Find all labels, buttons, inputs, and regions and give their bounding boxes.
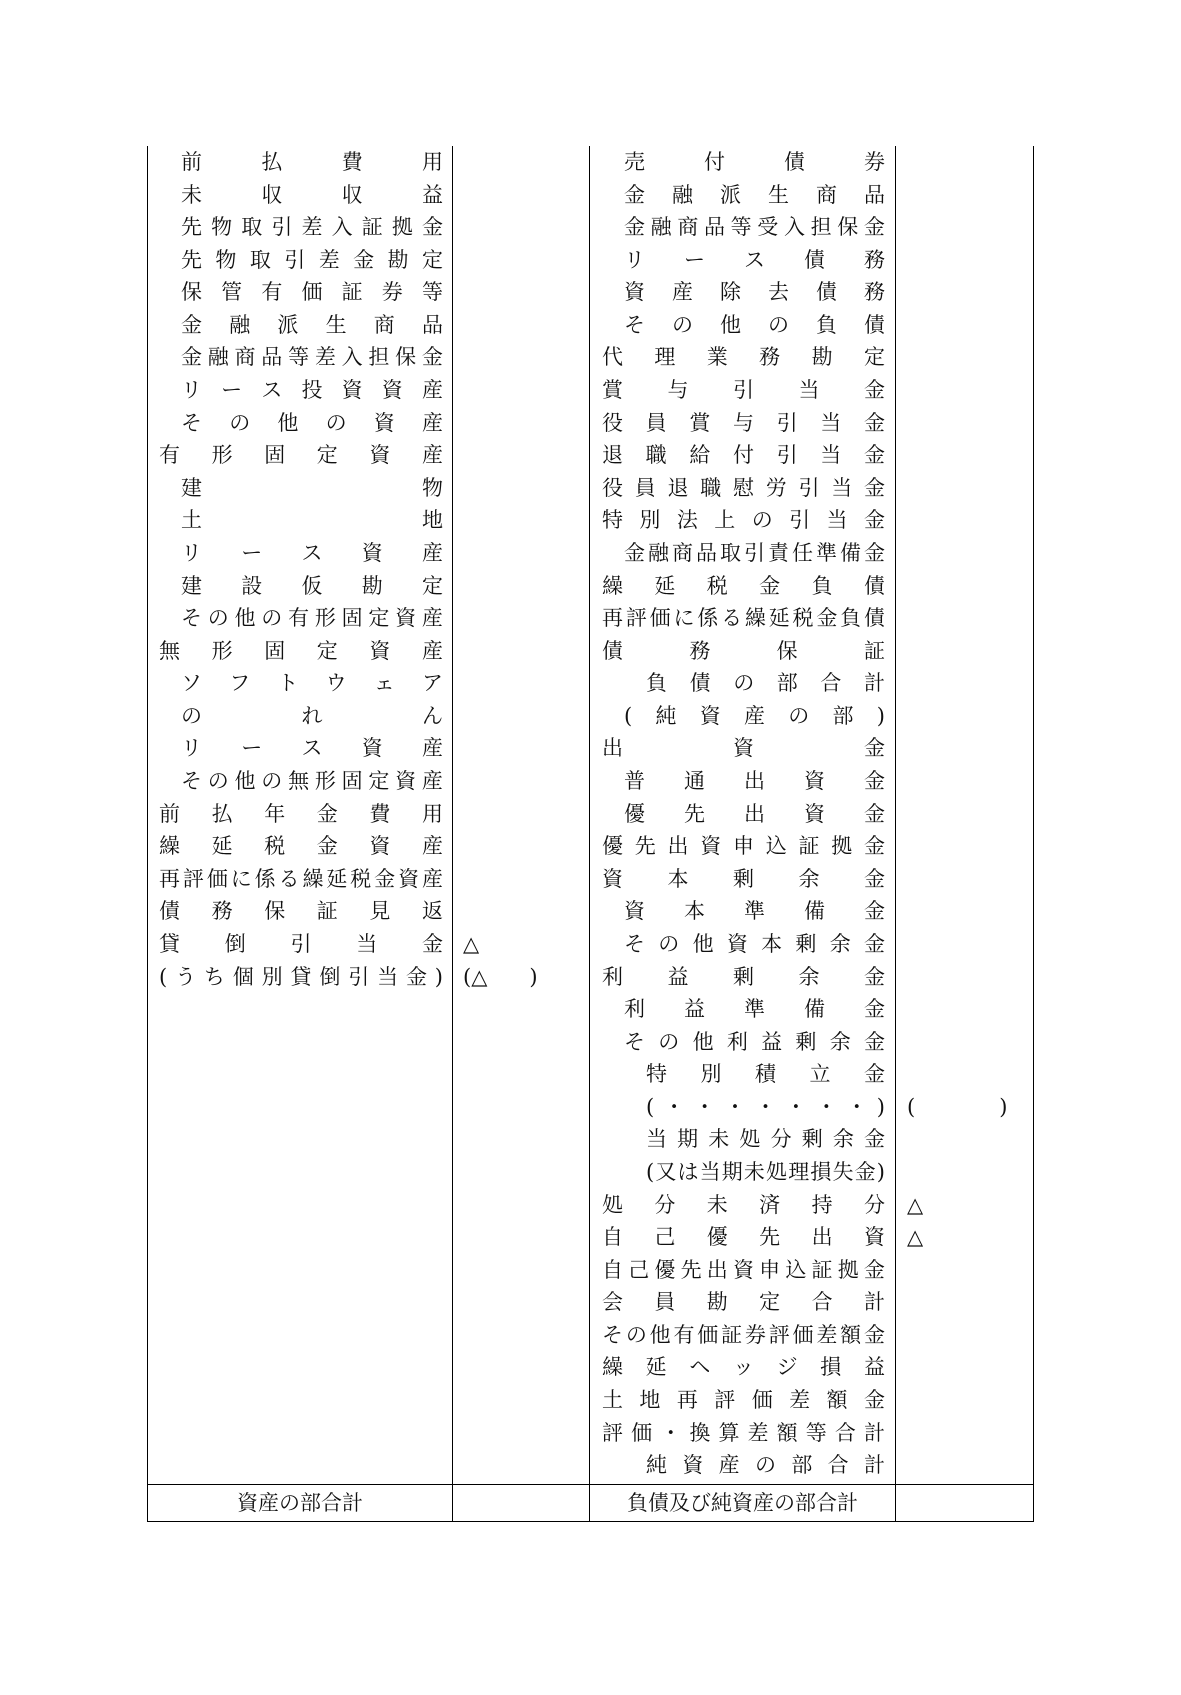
liability-row-4: 資 産 除 去 債 務 [624,280,885,305]
asset-row-11: 土 地 [181,508,443,533]
asset-row-9: 有 形 固 定 資 産 [159,443,443,468]
asset-row-13: 建 設 仮 勘 定 [181,573,443,598]
liability-row-29: ( ・ ・ ・ ・ ・ ・ ・ ) [646,1094,885,1119]
table-column-divider-1 [452,146,453,1522]
liability-row-23: 資 本 準 備 金 [624,899,885,924]
liability-row-12: 金 融 商 品 取 引 責 任 準 備 金 [624,540,885,565]
liability-row-15: 債 務 保 証 [602,638,885,663]
asset-row-4: 保 管 有 価 証 券 等 [181,280,443,305]
asset-row-24: 貸 倒 引 当 金 [159,931,443,956]
asset-row-1: 未 収 収 益 [181,182,443,207]
liability-row-25: 利 益 剰 余 金 [602,964,885,989]
liability-row-10: 役 員 退 職 慰 労 引 当 金 [602,475,885,500]
liability-row-37: 繰 延 ヘ ッ ジ 損 益 [602,1355,885,1380]
table-border-bottom [147,1521,1034,1522]
liability-row-22: 資 本 剰 余 金 [602,866,885,891]
liability-row-34: 自 己 優 先 出 資 申 込 証 拠 金 [602,1257,885,1282]
asset-row-20: 前 払 年 金 費 用 [159,801,443,826]
asset-row-16: ソ フ ト ウ ェ ア [181,671,443,696]
asset-row-5: 金 融 派 生 商 品 [181,312,443,337]
liability-row-11: 特 別 法 上 の 引 当 金 [602,508,885,533]
table-border-right [1033,146,1034,1522]
asset-row-12: リ ー ス 資 産 [181,540,443,565]
liability-row-0: 売 付 債 券 [624,150,885,174]
liability-row-17: ( 純 資 産 の 部 ) [624,703,885,728]
asset-row-23: 債 務 保 証 見 返 [159,899,443,924]
asset-row-18: リ ー ス 資 産 [181,736,443,761]
liability-row-1: 金 融 派 生 商 品 [624,182,885,207]
asset-row-3: 先 物 取 引 差 金 勘 定 [181,247,443,272]
liability-row-18: 出 資 金 [602,736,885,761]
liability-row-26: 利 益 準 備 金 [624,997,885,1022]
asset-row-19: そ の 他 の 無 形 固 定 資 産 [181,769,443,794]
liability-row-20: 優 先 出 資 金 [624,801,885,826]
liability-row-36: そ の 他 有 価 証 券 評 価 差 額 金 [602,1322,885,1347]
asset-row-15: 無 形 固 定 資 産 [159,638,443,663]
liability-row-31: ( 又 は 当 期 未 処 理 損 失 金 ) [646,1159,885,1184]
asset-mark-1: (△ ) [463,964,538,989]
asset-mark-0: △ [463,931,480,956]
asset-row-25: ( う ち 個 別 貸 倒 引 当 金 ) [159,964,443,989]
asset-row-7: リ ー ス 投 資 資 産 [181,378,443,403]
asset-row-6: 金 融 商 品 等 差 入 担 保 金 [181,345,443,370]
liability-mark-2: △ [907,1225,924,1250]
liability-row-3: リ ー ス 債 務 [624,247,885,272]
liability-row-6: 代 理 業 務 勘 定 [602,345,885,370]
liability-row-40: 純 資 産 の 部 合 計 [646,1453,885,1478]
liability-row-35: 会 員 勘 定 合 計 [602,1290,885,1315]
asset-row-14: そ の 他 の 有 形 固 定 資 産 [181,606,443,631]
liability-row-7: 賞 与 引 当 金 [602,378,885,403]
liabilities-equity-total-label: 負債及び純資産の部合計 [627,1491,858,1515]
liability-row-24: そ の 他 資 本 剰 余 金 [624,931,885,956]
table-column-divider-3 [895,146,896,1522]
liability-row-28: 特 別 積 立 金 [646,1062,885,1087]
asset-row-17: の れ ん [181,703,443,728]
assets-total-label: 資産の部合計 [237,1491,363,1515]
liability-row-8: 役 員 賞 与 引 当 金 [602,410,885,435]
liability-row-9: 退 職 給 付 引 当 金 [602,443,885,468]
liability-mark-0: ( ) [907,1094,1008,1119]
asset-row-0: 前 払 費 用 [181,150,443,174]
asset-row-21: 繰 延 税 金 資 産 [159,834,443,859]
liability-row-32: 処 分 未 済 持 分 [602,1192,885,1217]
liability-row-14: 再 評 価 に 係 る 繰 延 税 金 負 債 [602,606,885,631]
asset-row-8: そ の 他 の 資 産 [181,410,443,435]
liability-row-16: 負 債 の 部 合 計 [646,671,885,696]
asset-row-2: 先 物 取 引 差 入 証 拠 金 [181,215,443,240]
liability-row-5: そ の 他 の 負 債 [624,312,885,337]
liability-row-39: 評 価 ・ 換 算 差 額 等 合 計 [602,1420,885,1445]
liability-row-33: 自 己 優 先 出 資 [602,1225,885,1250]
asset-row-10: 建 物 [181,475,443,500]
liability-row-38: 土 地 再 評 価 差 額 金 [602,1388,885,1413]
asset-row-22: 再 評 価 に 係 る 繰 延 税 金 資 産 [159,866,443,891]
liability-mark-1: △ [907,1192,924,1217]
table-column-divider-2 [589,146,590,1522]
liability-row-30: 当 期 未 処 分 剰 余 金 [646,1127,885,1152]
table-border-left [147,146,148,1522]
liability-row-13: 繰 延 税 金 負 債 [602,573,885,598]
liability-row-27: そ の 他 利 益 剰 余 金 [624,1029,885,1054]
liability-row-2: 金 融 商 品 等 受 入 担 保 金 [624,215,885,240]
liability-row-21: 優 先 出 資 申 込 証 拠 金 [602,834,885,859]
liability-row-19: 普 通 出 資 金 [624,769,885,794]
